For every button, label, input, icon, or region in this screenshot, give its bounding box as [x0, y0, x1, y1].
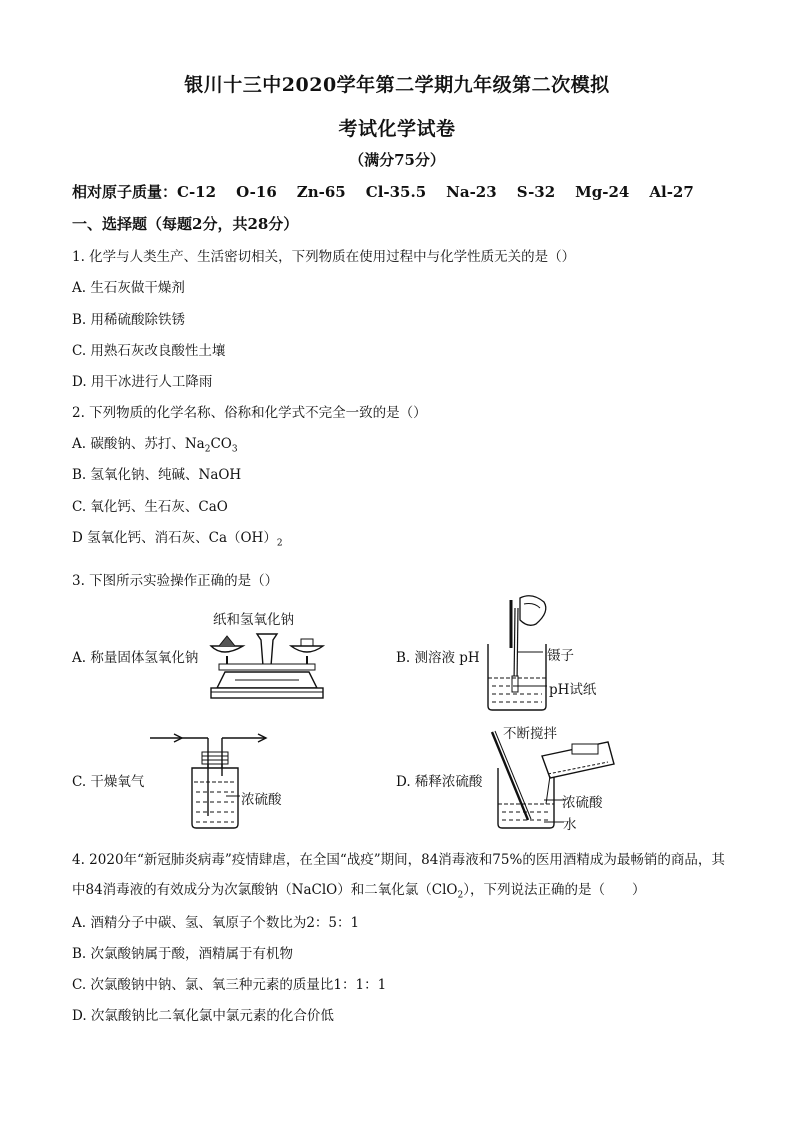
q3-b-label-ph-paper: pH试纸 [549, 682, 597, 698]
full-score: （满分75分） [349, 151, 445, 169]
q2-stem: 2. 下列物质的化学名称、俗称和化学式不完全一致的是（） [72, 405, 427, 421]
q4-option-a: A. 酒精分子中碳、氢、氧原子个数比为2：5：1 [72, 915, 360, 931]
dilution-illustration [488, 728, 628, 832]
q2-option-d [72, 526, 283, 549]
atomic-mass: O-16 [236, 183, 277, 201]
q3-d-label-stir: 不断搅拌 [503, 726, 557, 742]
q2-option-c: C. 氧化钙、生石灰、CaO [72, 499, 228, 515]
q1-option-b: B. 用稀硫酸除铁锈 [72, 312, 186, 328]
balance-illustration [205, 626, 330, 706]
atomic-mass: Cl-35.5 [365, 183, 427, 201]
q3-option-c: C. 干燥氧气 [72, 774, 145, 790]
q3-option-b: B. 测溶液 pH [396, 650, 480, 666]
atomic-mass: Zn-65 [296, 183, 346, 201]
gas-drying-illustration [148, 728, 278, 830]
q3-d-label-acid: 浓硫酸 [562, 795, 603, 811]
atomic-masses [72, 181, 714, 202]
subscript: 3 [231, 444, 238, 455]
atomic-mass: S-32 [516, 183, 556, 201]
q3-a-label-paper: 纸和氢氧化钠 [213, 612, 294, 628]
q2-option-b: B. 氢氧化钠、纯碱、NaOH [72, 467, 242, 483]
q2-option-a-formula: CO [210, 436, 232, 452]
q4-option-c: C. 次氯酸钠中钠、氯、氧三种元素的质量比1：1：1 [72, 977, 387, 993]
q4-stem [72, 845, 732, 911]
subscript: 2 [457, 890, 464, 901]
q2-option-d-text: D 氢氧化钙、消石灰、Ca（OH） [72, 530, 277, 546]
section-heading: 一、选择题（每题2分，共28分） [72, 215, 299, 233]
q1-option-a: A. 生石灰做干燥剂 [72, 280, 185, 296]
q4-option-d: D. 次氯酸钠比二氧化氯中氯元素的化合价低 [72, 1008, 334, 1024]
exam-title-line2: 考试化学试卷 [338, 118, 456, 140]
q3-option-a: A. 称量固体氢氧化钠 [72, 650, 199, 666]
q2-option-a-text: A. 碳酸钠、苏打、Na [72, 436, 205, 452]
q4-stem-text: 4. 2020年“新冠肺炎病毒”疫情肆虐，在全国“战疫”期间，84消毒液和75%的医用酒精成为最畅销的商品，其中84消毒液的有效成分为次氯酸钠（NaClO）和二氧化氯（ClO [72, 852, 725, 898]
q3-d-label-water: 水 [563, 817, 577, 833]
q2-option-a [72, 432, 238, 455]
q3-stem: 3. 下图所示实验操作正确的是（） [72, 573, 279, 589]
q1-stem: 1. 化学与人类生产、生活密切相关，下列物质在使用过程中与化学性质无关的是（） [72, 249, 576, 265]
atomic-mass: Al-27 [649, 183, 694, 201]
q4-option-b: B. 次氯酸钠属于酸，酒精属于有机物 [72, 946, 294, 962]
atomic-masses-label: 相对原子质量： [72, 183, 178, 201]
subscript: 2 [276, 538, 283, 549]
exam-title-line1: 银川十三中2020学年第二学期九年级第二次模拟 [184, 74, 610, 96]
q3-b-label-tweezers: 镊子 [547, 648, 574, 664]
q1-option-d: D. 用干冰进行人工降雨 [72, 374, 213, 390]
atomic-mass: C-12 [177, 183, 217, 201]
atomic-mass: Mg-24 [575, 183, 630, 201]
subscript: 2 [204, 444, 211, 455]
atomic-mass: Na-23 [446, 183, 497, 201]
q1-option-c: C. 用熟石灰改良酸性土壤 [72, 343, 226, 359]
q3-c-label-acid: 浓硫酸 [241, 792, 282, 808]
q3-option-d: D. 稀释浓硫酸 [396, 774, 483, 790]
q4-stem-tail: ），下列说法正确的是（ ） [463, 882, 646, 898]
